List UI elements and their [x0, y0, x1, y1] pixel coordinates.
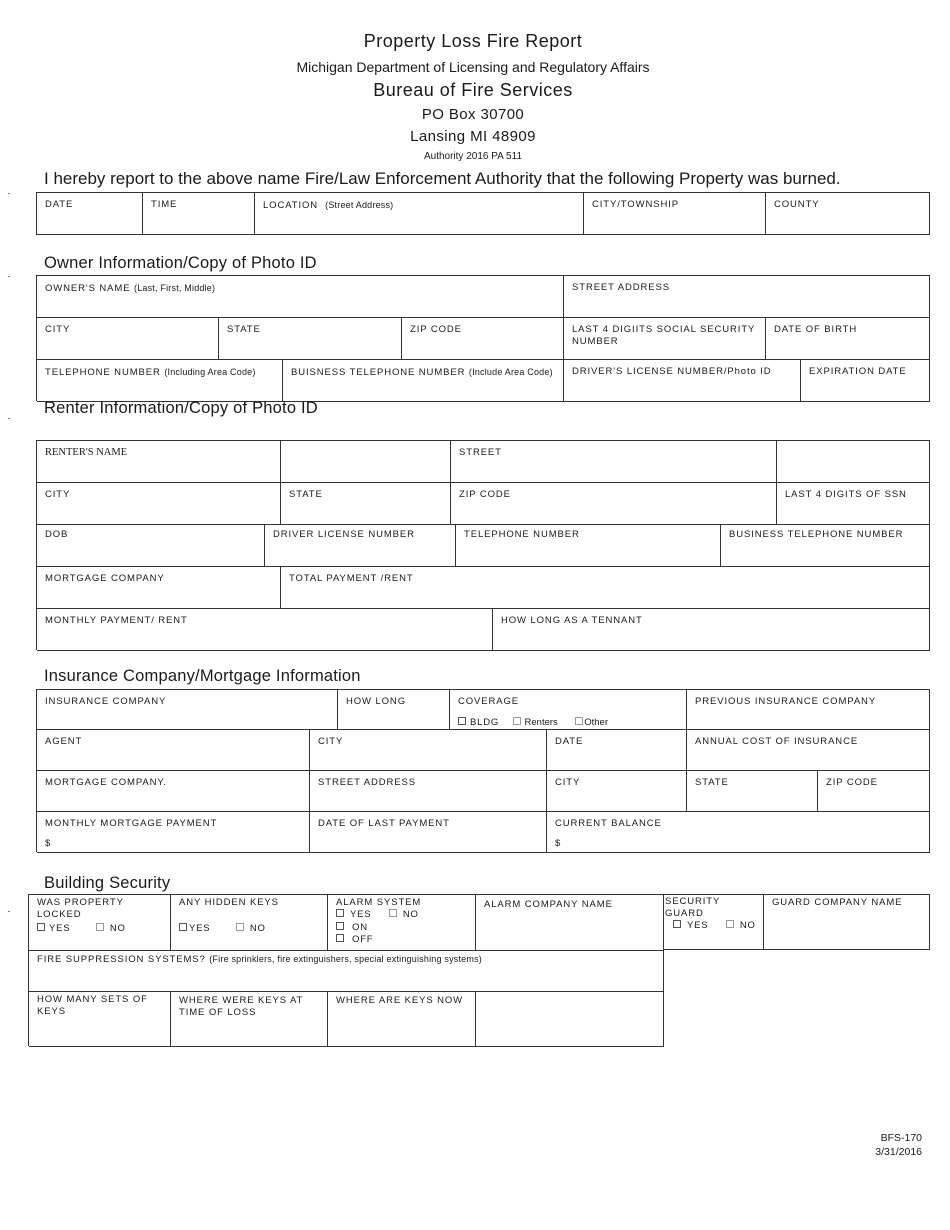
guard-yes-option[interactable]: YES — [673, 920, 708, 931]
mortgage-zip-field[interactable]: ZIP CODE — [818, 771, 930, 812]
owner-dob-field[interactable]: DATE OF BIRTH — [766, 318, 930, 360]
form-title: Property Loss Fire Report — [363, 31, 583, 51]
bureau-name: Bureau of Fire Services — [373, 80, 573, 100]
alarm-system-field: ALARM SYSTEM YES NO ON OFF — [328, 895, 476, 951]
margin-mark — [8, 418, 10, 419]
checkbox-icon[interactable] — [575, 717, 583, 725]
owner-table — [36, 275, 930, 401]
alarm-off-option[interactable]: OFF — [336, 934, 373, 945]
renter-total-payment-field[interactable]: TOTAL PAYMENT /RENT — [281, 567, 930, 609]
locked-yes-option[interactable]: YES — [37, 923, 70, 934]
renter-business-phone-field[interactable]: BUSINESS TELEPHONE NUMBER — [721, 525, 930, 567]
renter-street-extra-field[interactable] — [777, 441, 930, 483]
alarm-on-option[interactable]: ON — [336, 922, 368, 933]
agent-field[interactable]: AGENT — [37, 730, 310, 771]
checkbox-icon[interactable] — [336, 909, 344, 917]
owner-ssn-field[interactable]: LAST 4 DIGIITS SOCIAL SECURITY NUMBER — [564, 318, 766, 360]
hidden-keys-field: ANY HIDDEN KEYS YES NO — [171, 895, 328, 951]
checkbox-icon[interactable] — [389, 909, 397, 917]
margin-mark — [8, 193, 10, 194]
mortgage-company-field[interactable]: MORTGAGE COMPANY. — [37, 771, 310, 812]
renter-zip-field[interactable]: ZIP CODE — [451, 483, 777, 525]
checkbox-icon[interactable] — [37, 923, 45, 931]
incident-table — [36, 192, 930, 235]
insurance-table — [36, 689, 930, 852]
po-box: PO Box 30700 — [421, 106, 525, 123]
owner-city-field[interactable]: CITY — [37, 318, 219, 360]
checkbox-icon[interactable] — [236, 923, 244, 931]
form-date: 3/31/2016 — [875, 1146, 922, 1158]
owner-license-field[interactable]: DRIVER'S LICENSE NUMBER/Photo ID — [564, 360, 801, 402]
owner-expiration-field[interactable]: EXPIRATION DATE — [801, 360, 930, 402]
alarm-no-option[interactable]: NO — [389, 909, 419, 920]
city-township-field[interactable]: CITY/TOWNSHIP — [584, 193, 766, 235]
date-field[interactable]: DATE — [37, 193, 143, 235]
margin-mark — [8, 276, 10, 277]
department-name: Michigan Department of Licensing and Regulatory Affairs — [296, 59, 650, 75]
renter-monthly-payment-field[interactable]: MONTHLY PAYMENT/ RENT — [37, 609, 493, 651]
security-guard-table — [663, 894, 930, 950]
renter-heading: Renter Information/Copy of Photo ID — [44, 399, 318, 417]
coverage-renters-option[interactable]: Renters — [513, 717, 558, 728]
last-payment-date-field[interactable]: DATE OF LAST PAYMENT — [310, 812, 547, 853]
owner-state-field[interactable]: STATE — [219, 318, 402, 360]
margin-mark — [8, 911, 10, 912]
hidden-keys-yes-option[interactable]: YES — [179, 923, 210, 934]
renter-ssn-field[interactable]: LAST 4 DIGITS OF SSN — [777, 483, 930, 525]
insurance-company-field[interactable]: INSURANCE COMPANY — [37, 690, 338, 730]
report-statement: I hereby report to the above name Fire/Law Enforcement Authority that the following Property was burned. — [44, 169, 841, 188]
renter-name-extra-field[interactable] — [281, 441, 451, 483]
security-table — [28, 894, 664, 1046]
time-field[interactable]: TIME — [143, 193, 255, 235]
checkbox-icon[interactable] — [336, 934, 344, 942]
owner-name-field[interactable]: OWNER'S NAME (Last, First, Middle) — [37, 276, 564, 318]
form-number: BFS-170 — [880, 1132, 922, 1144]
checkbox-icon[interactable] — [513, 717, 521, 725]
security-heading: Building Security — [44, 874, 171, 892]
insurance-how-long-field[interactable]: HOW LONG — [338, 690, 450, 730]
mortgage-city-field[interactable]: CITY — [547, 771, 687, 812]
sets-of-keys-field[interactable]: HOW MANY SETS OF KEYS — [29, 992, 171, 1047]
renter-tenancy-length-field[interactable]: HOW LONG AS A TENNANT — [493, 609, 930, 651]
monthly-mortgage-field[interactable]: MONTHLY MORTGAGE PAYMENT $ — [37, 812, 310, 853]
keys-at-loss-field[interactable]: WHERE WERE KEYS AT TIME OF LOSS — [171, 992, 328, 1047]
owner-business-phone-field[interactable]: BUISNESS TELEPHONE NUMBER (Include Area Code) — [283, 360, 564, 402]
city-address: Lansing MI 48909 — [410, 128, 536, 145]
locked-no-option[interactable]: NO — [96, 923, 126, 934]
current-balance-field[interactable]: CURRENT BALANCE $ — [547, 812, 930, 853]
coverage-other-option[interactable]: Other — [575, 717, 608, 728]
checkbox-icon[interactable] — [726, 920, 734, 928]
keys-extra-field[interactable] — [476, 992, 664, 1047]
checkbox-icon[interactable] — [336, 922, 344, 930]
owner-zip-field[interactable]: ZIP CODE — [402, 318, 564, 360]
checkbox-icon[interactable] — [179, 923, 187, 931]
renter-table — [36, 440, 930, 650]
mortgage-state-field[interactable]: STATE — [687, 771, 818, 812]
guard-no-option[interactable]: NO — [726, 920, 756, 931]
keys-now-field[interactable]: WHERE ARE KEYS NOW — [328, 992, 476, 1047]
fire-suppression-field[interactable]: FIRE SUPPRESSION SYSTEMS? (Fire sprinklers, fire extinguishers, special extinguishing systems) — [29, 951, 664, 992]
mortgage-street-field[interactable]: STREET ADDRESS — [310, 771, 547, 812]
hidden-keys-no-option[interactable]: NO — [236, 923, 266, 934]
location-field[interactable]: LOCATION (Street Address) — [255, 193, 584, 235]
renter-city-field[interactable]: CITY — [37, 483, 281, 525]
renter-phone-field[interactable]: TELEPHONE NUMBER — [456, 525, 721, 567]
guard-company-field[interactable]: GUARD COMPANY NAME — [764, 895, 930, 950]
previous-insurance-field[interactable]: PREVIOUS INSURANCE COMPANY — [687, 690, 930, 730]
alarm-yes-option[interactable]: YES — [336, 909, 371, 920]
alarm-company-field[interactable]: ALARM COMPANY NAME — [476, 895, 664, 951]
renter-street-field[interactable]: STREET — [451, 441, 777, 483]
authority: Authority 2016 PA 511 — [423, 151, 523, 162]
checkbox-icon[interactable] — [458, 717, 466, 725]
security-guard-field: SECURITY GUARD YES NO — [664, 895, 764, 950]
owner-phone-field[interactable]: TELEPHONE NUMBER (Including Area Code) — [37, 360, 283, 402]
coverage-bldg-option[interactable]: BLDG — [458, 717, 499, 728]
insurance-date-field[interactable]: DATE — [547, 730, 687, 771]
property-locked-field: WAS PROPERTY LOCKED YES NO — [29, 895, 171, 951]
renter-name-field[interactable]: RENTER'S NAME — [37, 441, 281, 483]
renter-dob-field[interactable]: DOB — [37, 525, 265, 567]
county-field[interactable]: COUNTY — [766, 193, 930, 235]
coverage-field: COVERAGE BLDG Renters Other — [450, 690, 687, 730]
annual-cost-field[interactable]: ANNUAL COST OF INSURANCE — [687, 730, 930, 771]
owner-street-field[interactable]: STREET ADDRESS — [564, 276, 930, 318]
insurance-city-field[interactable]: CITY — [310, 730, 547, 771]
renter-license-field[interactable]: DRIVER LICENSE NUMBER — [265, 525, 456, 567]
renter-state-field[interactable]: STATE — [281, 483, 451, 525]
insurance-heading: Insurance Company/Mortgage Information — [44, 667, 361, 685]
checkbox-icon[interactable] — [96, 923, 104, 931]
owner-heading: Owner Information/Copy of Photo ID — [44, 254, 317, 272]
renter-mortgage-company-field[interactable]: MORTGAGE COMPANY — [37, 567, 281, 609]
checkbox-icon[interactable] — [673, 920, 681, 928]
